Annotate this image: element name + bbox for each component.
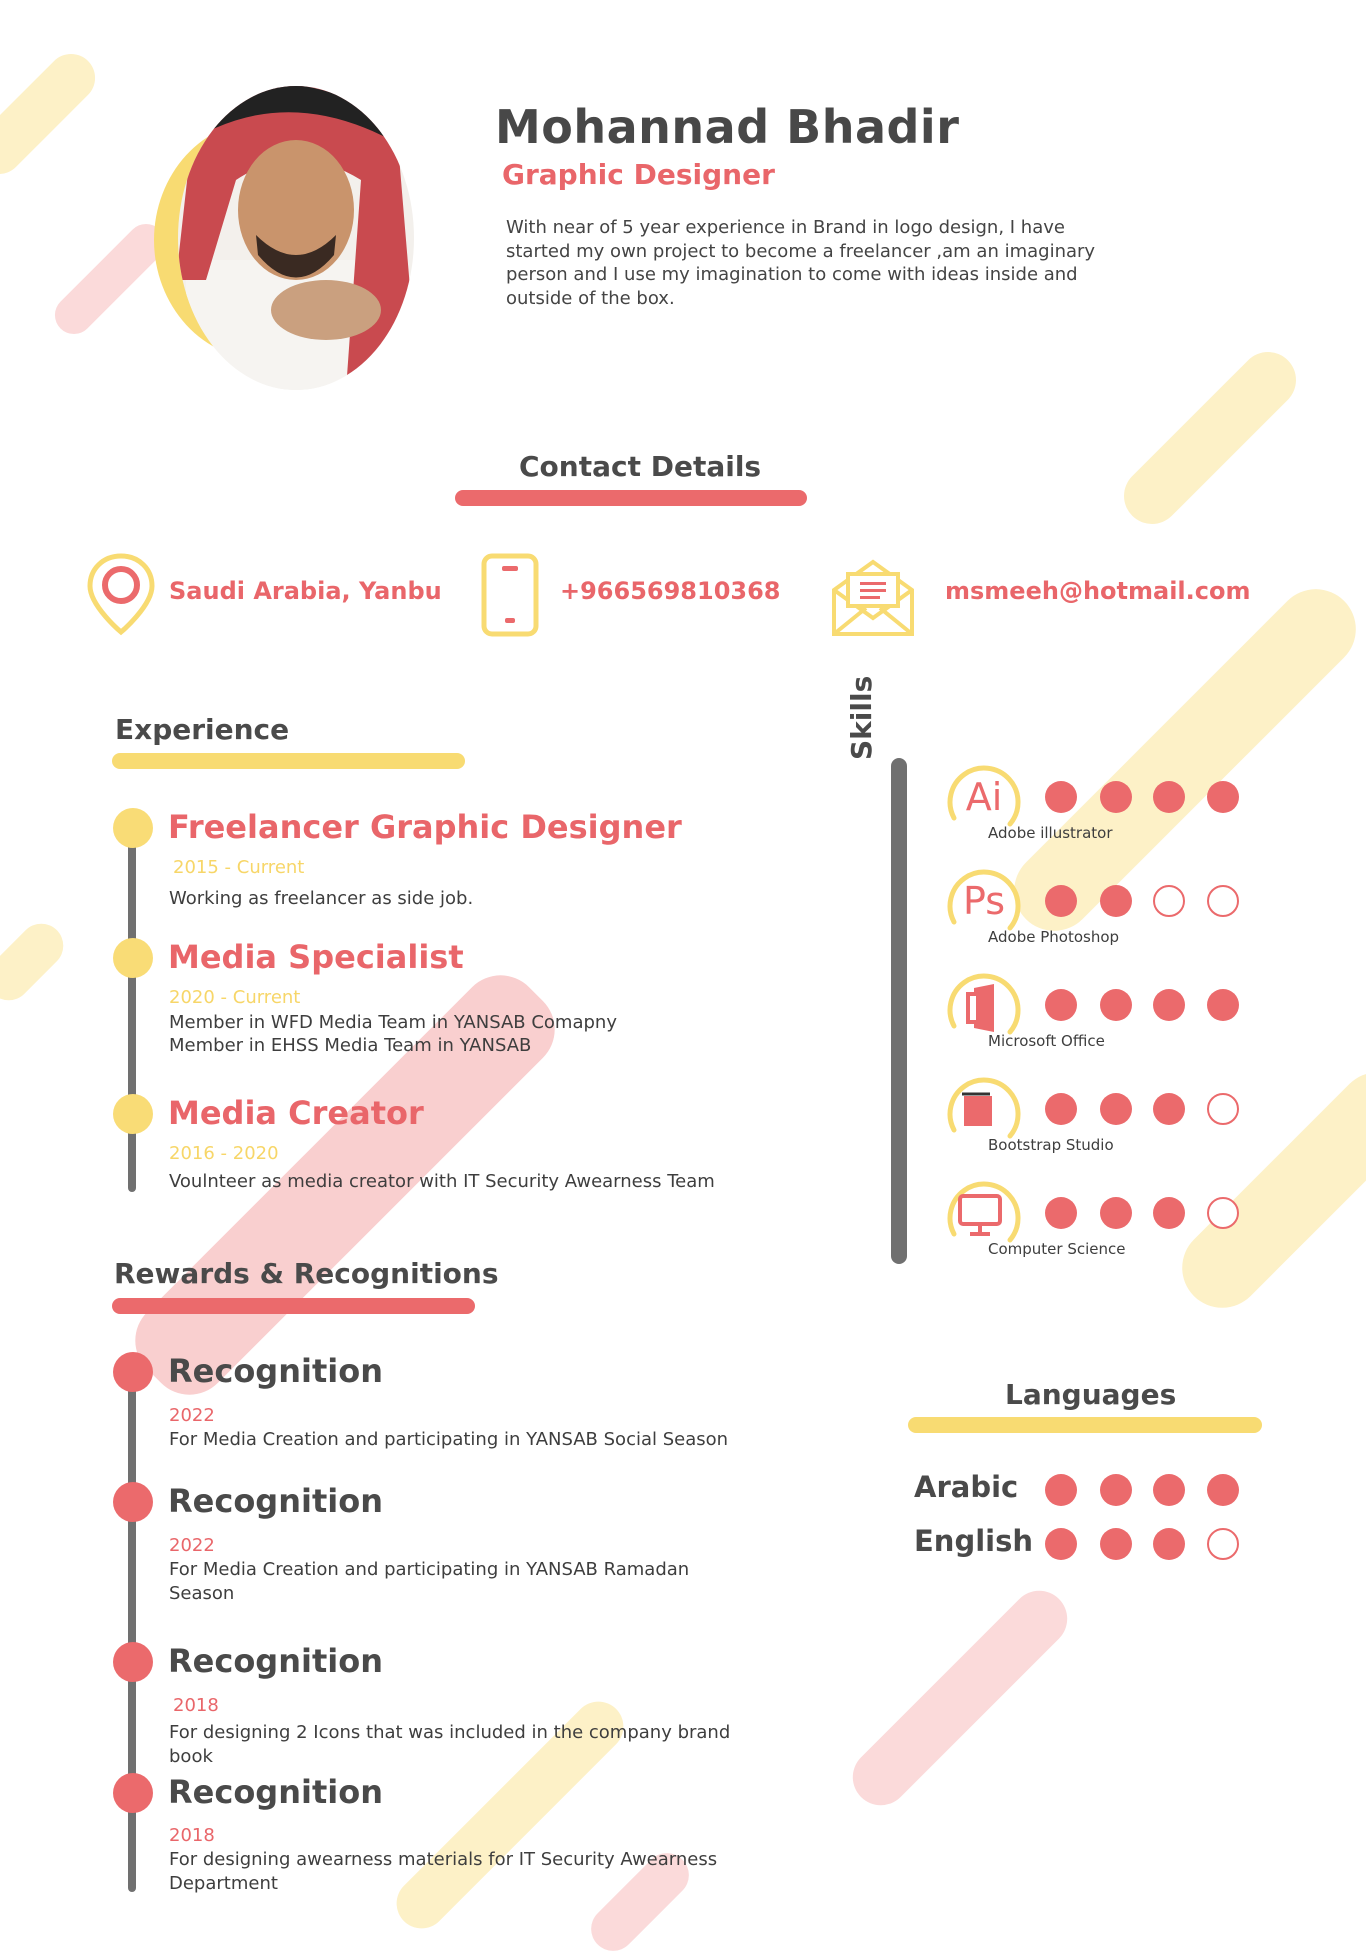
skill-rating-dot: [1207, 989, 1239, 1021]
language-rating-dot: [1100, 1474, 1132, 1506]
photoshop-icon: [940, 862, 1016, 938]
skill-rating-dot: [1045, 781, 1077, 813]
skill-rating-dot: [1100, 989, 1132, 1021]
skill-label: Adobe illustrator: [988, 824, 1113, 842]
skill-label: Adobe Photoshop: [988, 928, 1120, 946]
phone-text: +966569810368: [560, 577, 781, 605]
recognition-title: Recognition: [168, 1642, 383, 1680]
languages-underline: [908, 1417, 1262, 1433]
timeline-dot: [113, 938, 153, 978]
skills-bar: [891, 758, 907, 1264]
contact-title: Contact Details: [519, 450, 762, 483]
timeline-dot: [113, 1352, 153, 1392]
job-title: Media Creator: [168, 1094, 424, 1132]
language-label: English: [914, 1524, 1034, 1558]
monitor-icon: [940, 1174, 1016, 1250]
recognition-year: 2022: [169, 1535, 215, 1556]
skills-title: Skills: [845, 675, 878, 760]
experience-underline: [112, 753, 465, 769]
bootstrap-studio-icon: [940, 1070, 1016, 1146]
languages-title: Languages: [1005, 1378, 1177, 1411]
experience-title: Experience: [115, 713, 290, 746]
job-title: Freelancer Graphic Designer: [168, 808, 682, 846]
location-text: Saudi Arabia, Yanbu: [169, 577, 442, 605]
recognition-title: Recognition: [168, 1482, 383, 1520]
svg-text:Ai: Ai: [965, 775, 1003, 819]
skill-rating-dot: [1153, 1093, 1185, 1125]
job-desc: Voulnteer as media creator with IT Security Awearness Team: [169, 1171, 715, 1192]
profile-photo: [146, 60, 416, 390]
timeline-dot: [113, 1482, 153, 1522]
svg-text:Ps: Ps: [962, 879, 1006, 923]
language-rating-dot: [1207, 1474, 1239, 1506]
skill-rating-dot: [1207, 1197, 1239, 1229]
skill-rating-dot: [1207, 1093, 1239, 1125]
rewards-title: Rewards & Recognitions: [114, 1257, 499, 1290]
language-rating-dot: [1153, 1528, 1185, 1560]
illustrator-icon: [940, 758, 1016, 834]
skill-rating-dot: [1100, 781, 1132, 813]
language-label: Arabic: [914, 1470, 1019, 1504]
skill-rating-dot: [1045, 1093, 1077, 1125]
recognition-desc: For Media Creation and participating in YANSAB Ramadan Season: [169, 1559, 690, 1604]
phone-icon: [480, 552, 540, 638]
decor-pill: [1166, 1056, 1366, 1325]
decor-pill: [1112, 340, 1307, 535]
recognition-title: Recognition: [168, 1773, 383, 1811]
language-rating-dot: [1045, 1474, 1077, 1506]
recognition-desc: For designing 2 Icons that was included in the company brand book: [169, 1722, 731, 1767]
recognition-desc: For Media Creation and participating in YANSAB Social Season: [169, 1429, 729, 1450]
job-years: 2020 - Current: [169, 987, 301, 1008]
email-text: msmeeh@hotmail.com: [945, 577, 1251, 605]
skill-rating-dot: [1045, 989, 1077, 1021]
job-title: Media Specialist: [168, 938, 464, 976]
timeline-dot: [113, 1773, 153, 1813]
recognition-title: Recognition: [168, 1352, 383, 1390]
skill-rating-dot: [1207, 781, 1239, 813]
rewards-underline: [112, 1298, 475, 1314]
language-rating-dot: [1100, 1528, 1132, 1560]
location-pin-icon: [86, 552, 156, 636]
decor-pill: [841, 1579, 1079, 1817]
skill-rating-dot: [1100, 1197, 1132, 1229]
skill-rating-dot: [1045, 1197, 1077, 1229]
skill-rating-dot: [1153, 1197, 1185, 1229]
office-icon: [940, 966, 1016, 1042]
job-desc: Member in EHSS Media Team in YANSAB: [169, 1035, 532, 1056]
rewards-timeline: [128, 1370, 136, 1892]
recognition-year: 2018: [173, 1695, 219, 1716]
skill-rating-dot: [1153, 781, 1185, 813]
skill-rating-dot: [1153, 989, 1185, 1021]
language-rating-dot: [1153, 1474, 1185, 1506]
language-rating-dot: [1045, 1528, 1077, 1560]
envelope-icon: [830, 552, 916, 638]
job-years: 2015 - Current: [173, 857, 305, 878]
recognition-year: 2018: [169, 1825, 215, 1846]
person-name: Mohannad Bhadir: [495, 100, 960, 154]
skill-rating-dot: [1045, 885, 1077, 917]
experience-timeline: [128, 830, 136, 1192]
decor-pill: [0, 915, 72, 1010]
skill-label: Bootstrap Studio: [988, 1136, 1114, 1154]
job-desc: Member in WFD Media Team in YANSAB Comapny: [169, 1012, 617, 1033]
language-rating-dot: [1207, 1528, 1239, 1560]
skill-label: Microsoft Office: [988, 1032, 1105, 1050]
recognition-desc: For designing awearness materials for IT Security Awearness Department: [169, 1849, 718, 1894]
timeline-dot: [113, 1642, 153, 1682]
skill-rating-dot: [1100, 1093, 1132, 1125]
timeline-dot: [113, 1094, 153, 1134]
skill-rating-dot: [1207, 885, 1239, 917]
bio-text: With near of 5 year experience in Brand in logo design, I have started my own project to become a freelancer ,am an imaginary person and I use my imagination to come with ideas inside and outside of the box.: [506, 217, 1096, 309]
skill-rating-dot: [1100, 885, 1132, 917]
contact-underline: [455, 490, 807, 506]
skill-label: Computer Science: [988, 1240, 1126, 1258]
recognition-year: 2022: [169, 1405, 215, 1426]
job-desc: Working as freelancer as side job.: [169, 888, 474, 909]
person-role: Graphic Designer: [502, 158, 775, 191]
timeline-dot: [113, 808, 153, 848]
job-years: 2016 - 2020: [169, 1143, 279, 1164]
decor-pill: [0, 44, 105, 184]
skill-rating-dot: [1153, 885, 1185, 917]
